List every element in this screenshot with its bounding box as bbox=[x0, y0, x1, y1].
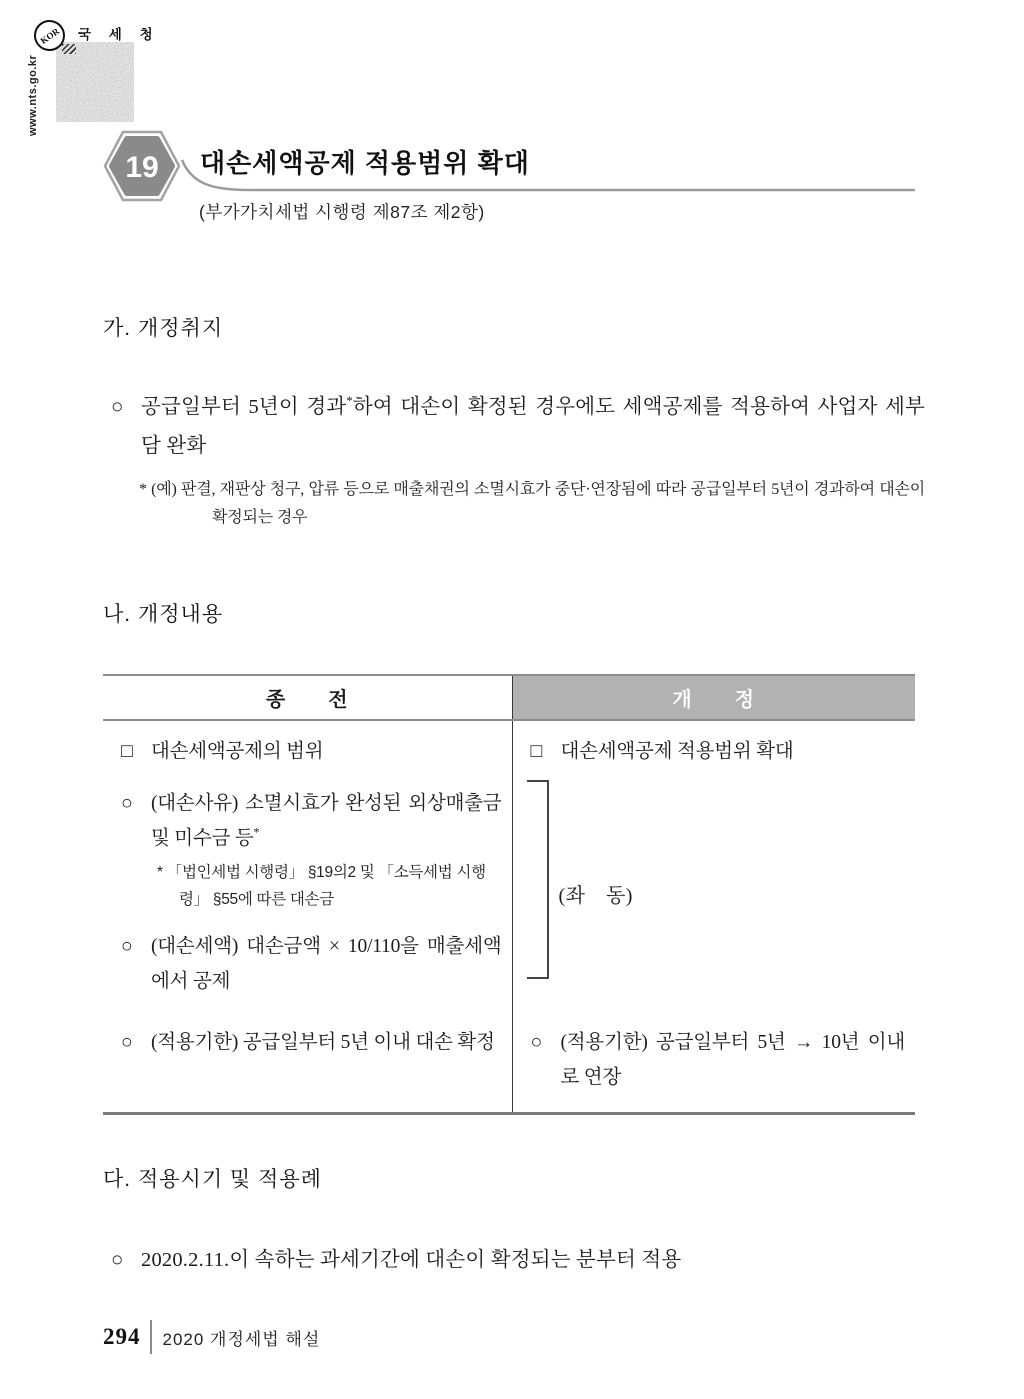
circle-bullet-icon: ○ bbox=[121, 793, 133, 815]
after-scope-text: 대손세액공제 적용범위 확대 bbox=[560, 741, 794, 762]
section-revision-content bbox=[103, 598, 925, 1115]
section-revision-purpose bbox=[103, 312, 925, 533]
before-detail-cell bbox=[103, 772, 512, 1013]
after-period-cell bbox=[512, 1013, 915, 1114]
section-b-heading: 나. 개정내용 bbox=[103, 603, 224, 626]
before-after-table bbox=[103, 674, 915, 1115]
column-header-before: 종 전 bbox=[103, 675, 512, 720]
before-period-text: (적용기한) 공급일부터 5년 이내 대손 확정 bbox=[151, 1032, 495, 1054]
page-title: 대손세액공제 적용범위 확대 bbox=[200, 148, 530, 178]
table-row bbox=[103, 1013, 915, 1114]
qr-noise-image bbox=[56, 42, 134, 122]
section-a-heading: 가. 개정취지 bbox=[103, 317, 224, 340]
bullet-text-post: 하여 대손이 확정된 경우에도 세액공제를 적용하여 사업자 세부담 완화 bbox=[141, 396, 925, 458]
after-same-cell bbox=[512, 772, 915, 1013]
reason-text: (대손사유) 소멸시효가 완성된 외상매출금 및 미수금 등 bbox=[151, 793, 502, 850]
section-c-bullet bbox=[111, 1241, 925, 1280]
column-header-after: 개 정 bbox=[512, 675, 915, 720]
before-scope-cell bbox=[103, 720, 512, 772]
bullet-text-pre: 공급일부터 5년이 경과 bbox=[141, 396, 347, 418]
stamp-hatch-icon bbox=[62, 44, 76, 54]
same-as-left-bracket-icon bbox=[527, 780, 549, 979]
item-number: 19 bbox=[125, 151, 159, 184]
before-scope-text: 대손세액공제의 범위 bbox=[151, 741, 324, 762]
circle-bullet-icon: ○ bbox=[121, 1032, 133, 1054]
after-scope-cell bbox=[512, 720, 915, 772]
kor-stamp-text: KOR bbox=[38, 25, 61, 46]
nts-logo bbox=[27, 12, 160, 136]
before-note-text: * 「법인세법 시행령」 §19의2 및 「소득세법 시행령」 §55에 따른 대손금 bbox=[157, 864, 486, 908]
section-a-bullet bbox=[111, 388, 925, 467]
agency-url-vertical: www.nts.go.kr bbox=[27, 54, 39, 136]
page-footer bbox=[103, 1320, 320, 1354]
circle-bullet-icon: ○ bbox=[530, 1032, 543, 1054]
before-amount-text: (대손세액) 대손금액 × 10/110을 매출세액에서 공제 bbox=[151, 935, 502, 993]
asterisk-superscript: * bbox=[346, 394, 353, 409]
circle-bullet-icon: ○ bbox=[111, 1249, 124, 1271]
circle-bullet-icon: ○ bbox=[121, 935, 133, 957]
asterisk-superscript: * bbox=[253, 825, 260, 840]
table-row bbox=[103, 720, 915, 772]
book-title: 2020 개정세법 해설 bbox=[162, 1329, 321, 1349]
footer-divider bbox=[150, 1320, 152, 1354]
square-bullet-icon: □ bbox=[530, 741, 543, 762]
section-c-heading: 다. 적용시기 및 적용례 bbox=[103, 1168, 322, 1191]
page-subtitle: (부가가치세법 시행령 제87조 제2항) bbox=[199, 202, 485, 222]
before-reason-text bbox=[151, 786, 502, 856]
section-a-footnote: * (예) 판결, 재판상 청구, 압류 등으로 매출채권의 소멸시효가 중단·연장됨에 따라 공급일부터 5년이 경과하여 대손이 확정되는 경우 bbox=[139, 480, 925, 527]
table-header-row bbox=[103, 675, 915, 720]
section-application-timing bbox=[103, 1163, 925, 1280]
table-row bbox=[103, 772, 915, 1013]
page-number: 294 bbox=[103, 1324, 141, 1349]
before-period-cell bbox=[103, 1013, 512, 1114]
agency-name: 국 세 청 bbox=[78, 27, 160, 42]
item-number-badge bbox=[102, 127, 182, 205]
circle-bullet-icon: ○ bbox=[111, 396, 124, 418]
after-period-text: (적용기한) 공급일부터 5년 → 10년 이내로 연장 bbox=[560, 1032, 905, 1089]
same-as-left-label: (좌 동) bbox=[558, 885, 633, 908]
section-c-bullet-text: 2020.2.11.이 속하는 과세기간에 대손이 확정되는 분부터 적용 bbox=[141, 1249, 682, 1271]
section-a-bullet-text bbox=[141, 388, 925, 467]
square-bullet-icon: □ bbox=[121, 741, 133, 762]
